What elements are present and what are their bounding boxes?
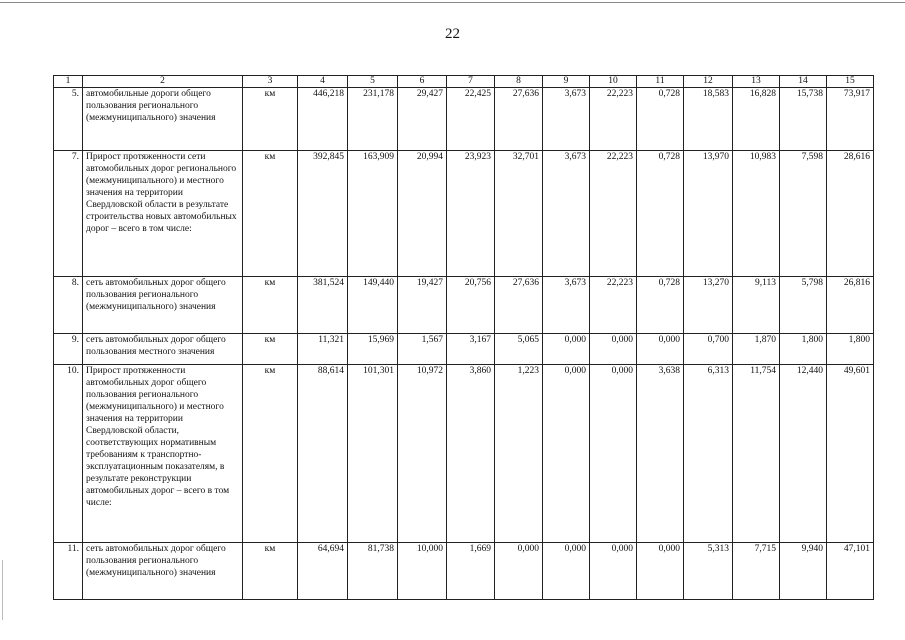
value-cell: 1,223 [495, 365, 543, 543]
value-cell: 0,000 [543, 334, 590, 365]
value-cell: 0,000 [590, 334, 637, 365]
value-cell: 73,917 [827, 88, 874, 151]
value-cell: 22,425 [447, 88, 495, 151]
value-cell: 7,715 [733, 543, 780, 600]
value-cell: 392,845 [298, 151, 348, 277]
column-header: 2 [83, 76, 243, 88]
indicator-name: автомобильные дороги общего пользования регионального (межмуниципального) значения [83, 88, 243, 151]
unit-cell: км [243, 543, 298, 600]
value-cell: 1,800 [780, 334, 827, 365]
value-cell: 27,636 [495, 88, 543, 151]
value-cell: 0,000 [590, 543, 637, 600]
value-cell: 9,113 [733, 277, 780, 334]
column-header: 1 [54, 76, 83, 88]
value-cell: 1,800 [827, 334, 874, 365]
value-cell: 231,178 [348, 88, 398, 151]
table-row [54, 365, 874, 543]
table-row [54, 88, 874, 151]
value-cell: 381,524 [298, 277, 348, 334]
value-cell: 81,738 [348, 543, 398, 600]
value-cell: 1,669 [447, 543, 495, 600]
value-cell: 3,638 [637, 365, 684, 543]
column-header: 8 [495, 76, 543, 88]
value-cell: 22,223 [590, 277, 637, 334]
table-row [54, 277, 874, 334]
column-header: 5 [348, 76, 398, 88]
column-header: 12 [684, 76, 733, 88]
row-number: 5. [54, 88, 83, 151]
value-cell: 10,972 [398, 365, 447, 543]
value-cell: 28,616 [827, 151, 874, 277]
column-header: 11 [637, 76, 684, 88]
value-cell: 22,223 [590, 88, 637, 151]
column-header: 14 [780, 76, 827, 88]
table-row [54, 543, 874, 600]
value-cell: 11,754 [733, 365, 780, 543]
row-number: 11. [54, 543, 83, 600]
row-number: 8. [54, 277, 83, 334]
column-header: 15 [827, 76, 874, 88]
value-cell: 20,756 [447, 277, 495, 334]
value-cell: 18,583 [684, 88, 733, 151]
value-cell: 0,000 [637, 334, 684, 365]
column-header: 13 [733, 76, 780, 88]
value-cell: 0,000 [543, 543, 590, 600]
value-cell: 15,738 [780, 88, 827, 151]
header-row [54, 76, 874, 88]
value-cell: 0,000 [543, 365, 590, 543]
indicator-name: сеть автомобильных дорог общего пользования регионального (межмуниципального) значения [83, 543, 243, 600]
value-cell: 446,218 [298, 88, 348, 151]
indicator-name: Прирост протяженности сети автомобильных дорог регионального (межмуниципального) и местного значения на территории Свердловской области в результате строительства новых автомобильных дорог – всего в том числе: [83, 151, 243, 277]
value-cell: 0,728 [637, 88, 684, 151]
unit-cell: км [243, 151, 298, 277]
value-cell: 3,673 [543, 277, 590, 334]
value-cell: 0,728 [637, 151, 684, 277]
unit-cell: км [243, 334, 298, 365]
indicator-name: Прирост протяженности автомобильных дорог общего пользования регионального (межмуниципального) и местного значения на территории Свердловской области, соответствующих нормативным требованиям к транспортно-эксплуатационным показателям, в результате реконструкции автомобильных дорог – всего в том числе: [83, 365, 243, 543]
value-cell: 5,798 [780, 277, 827, 334]
value-cell: 0,000 [590, 365, 637, 543]
data-table [53, 75, 874, 600]
value-cell: 15,969 [348, 334, 398, 365]
unit-cell: км [243, 365, 298, 543]
row-number: 10. [54, 365, 83, 543]
indicator-name: сеть автомобильных дорог общего пользования регионального (межмуниципального) значения [83, 277, 243, 334]
value-cell: 3,673 [543, 151, 590, 277]
left-edge-mark [2, 560, 3, 620]
value-cell: 10,000 [398, 543, 447, 600]
column-header: 7 [447, 76, 495, 88]
unit-cell: км [243, 88, 298, 151]
value-cell: 32,701 [495, 151, 543, 277]
table-row [54, 334, 874, 365]
indicator-name: сеть автомобильных дорог общего пользования местного значения [83, 334, 243, 365]
value-cell: 29,427 [398, 88, 447, 151]
value-cell: 49,601 [827, 365, 874, 543]
value-cell: 1,567 [398, 334, 447, 365]
value-cell: 6,313 [684, 365, 733, 543]
column-header: 6 [398, 76, 447, 88]
unit-cell: км [243, 277, 298, 334]
value-cell: 149,440 [348, 277, 398, 334]
value-cell: 7,598 [780, 151, 827, 277]
value-cell: 26,816 [827, 277, 874, 334]
page-number: 22 [445, 26, 460, 42]
value-cell: 22,223 [590, 151, 637, 277]
value-cell: 0,000 [495, 543, 543, 600]
value-cell: 1,870 [733, 334, 780, 365]
value-cell: 101,301 [348, 365, 398, 543]
column-header: 9 [543, 76, 590, 88]
column-header: 4 [298, 76, 348, 88]
value-cell: 163,909 [348, 151, 398, 277]
value-cell: 9,940 [780, 543, 827, 600]
value-cell: 13,970 [684, 151, 733, 277]
value-cell: 27,636 [495, 277, 543, 334]
value-cell: 88,614 [298, 365, 348, 543]
value-cell: 3,673 [543, 88, 590, 151]
value-cell: 64,694 [298, 543, 348, 600]
value-cell: 0,728 [637, 277, 684, 334]
value-cell: 5,313 [684, 543, 733, 600]
value-cell: 10,983 [733, 151, 780, 277]
value-cell: 47,101 [827, 543, 874, 600]
row-number: 7. [54, 151, 83, 277]
row-number: 9. [54, 334, 83, 365]
value-cell: 0,700 [684, 334, 733, 365]
value-cell: 23,923 [447, 151, 495, 277]
value-cell: 3,860 [447, 365, 495, 543]
table-row [54, 151, 874, 277]
value-cell: 20,994 [398, 151, 447, 277]
value-cell: 11,321 [298, 334, 348, 365]
top-rule [0, 2, 905, 3]
value-cell: 13,270 [684, 277, 733, 334]
value-cell: 0,000 [637, 543, 684, 600]
value-cell: 12,440 [780, 365, 827, 543]
value-cell: 3,167 [447, 334, 495, 365]
value-cell: 19,427 [398, 277, 447, 334]
value-cell: 16,828 [733, 88, 780, 151]
column-header: 3 [243, 76, 298, 88]
column-header: 10 [590, 76, 637, 88]
value-cell: 5,065 [495, 334, 543, 365]
